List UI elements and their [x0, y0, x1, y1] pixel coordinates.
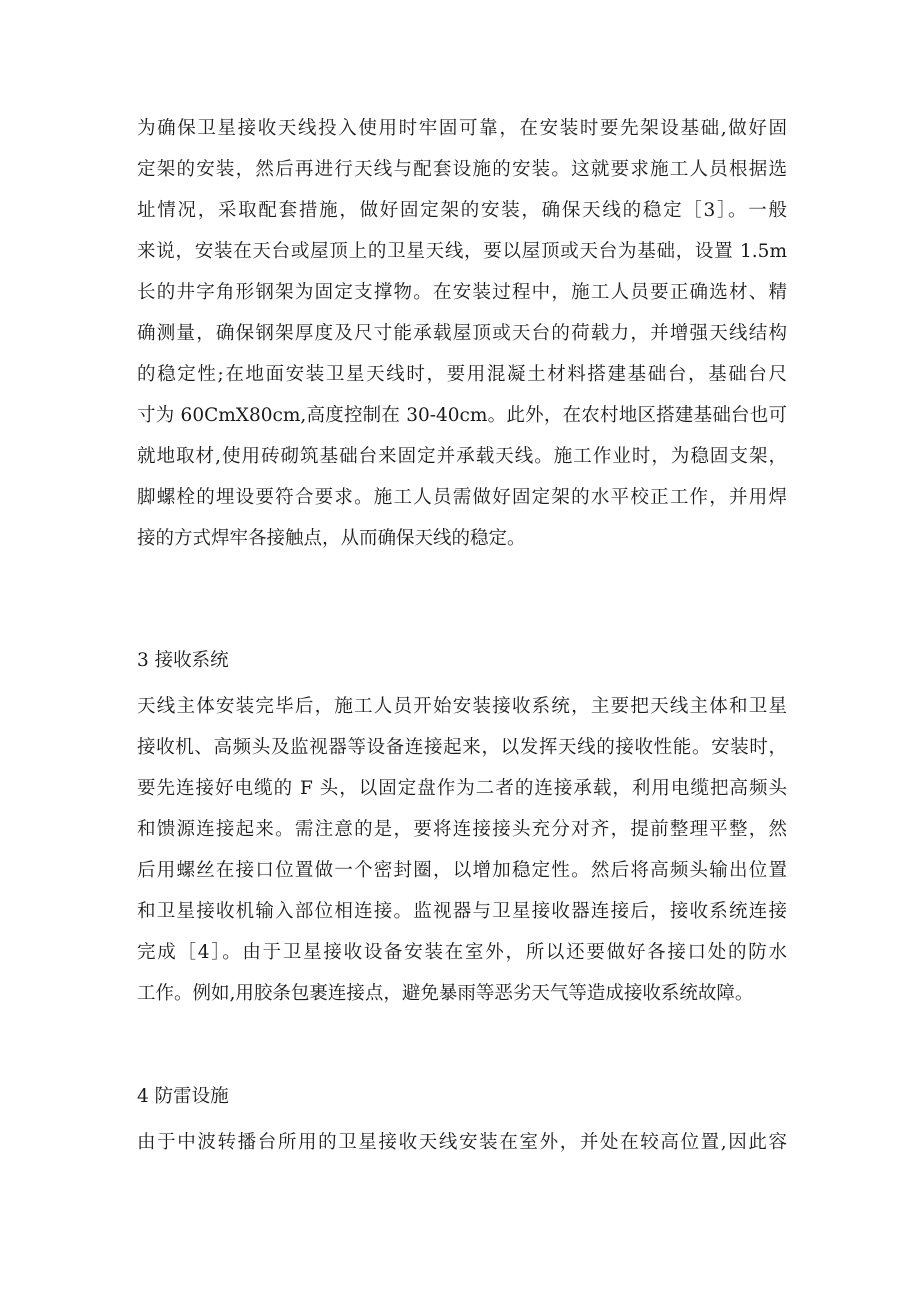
text-line: 寸为 60CmX80cm,高度控制在 30-40cm。此外，在农村地区搭建基础台也可 [137, 405, 787, 426]
text-line: 定架的安装，然后再进行天线与配套设施的安装。这就要求施工人员根据选 [137, 159, 787, 180]
paragraph-antenna-foundation [137, 108, 787, 559]
text-line: 接的方式焊牢各接触点，从而确保天线的稳定。 [137, 528, 526, 549]
text-line: 脚螺栓的埋设要符合要求。施工人员需做好固定架的水平校正工作，并用焊 [137, 487, 787, 508]
paragraph-receiving-system [137, 686, 787, 1014]
text-line: 完成［4］。由于卫星接收设备安装在室外，所以还要做好各接口处的防水 [137, 942, 787, 963]
text-line: 就地取材,使用砖砌筑基础台来固定并承载天线。施工作业时，为稳固支架， [137, 446, 787, 467]
text-line: 和馈源连接起来。需注意的是，要将连接接头充分对齐，提前整理平整，然 [137, 819, 787, 840]
text-line: 来说，安装在天台或屋顶上的卫星天线，要以屋顶或天台为基础，设置 1.5m [137, 241, 787, 262]
section-heading-receiving-system: 3 接收系统 [137, 650, 229, 671]
text-line: 址情况，采取配套措施，做好固定架的安装，确保天线的稳定［3］。一般 [137, 200, 787, 221]
text-line: 后用螺丝在接口位置做一个密封圈，以增加稳定性。然后将高频头输出位置 [137, 860, 787, 881]
text-line: 确测量，确保钢架厚度及尺寸能承载屋顶或天台的荷载力，并增强天线结构 [137, 323, 787, 344]
text-line: 天线主体安装完毕后，施工人员开始安装接收系统，主要把天线主体和卫星 [137, 696, 787, 717]
text-line: 为确保卫星接收天线投入使用时牢固可靠，在安装时要先架设基础,做好固 [137, 118, 787, 139]
section-heading-lightning-protection: 4 防雷设施 [137, 1086, 229, 1107]
text-line: 要先连接好电缆的 F 头，以固定盘作为二者的连接承载，利用电缆把高频头 [137, 778, 787, 799]
text-line: 接收机、高频头及监视器等设备连接起来，以发挥天线的接收性能。安装时， [137, 737, 787, 758]
paragraph-lightning-protection [137, 1122, 787, 1163]
text-line: 长的井字角形钢架为固定支撑物。在安装过程中，施工人员要正确选材、精 [137, 282, 787, 303]
text-line: 工作。例如,用胶条包裹连接点，避免暴雨等恶劣天气等造成接收系统故障。 [137, 983, 754, 1004]
text-line: 的稳定性;在地面安装卫星天线时，要用混凝土材料搭建基础台，基础台尺 [137, 364, 787, 385]
text-line: 由于中波转播台所用的卫星接收天线安装在室外，并处在较高位置,因此容 [137, 1132, 787, 1153]
text-line: 和卫星接收机输入部位相连接。监视器与卫星接收器连接后，接收系统连接 [137, 901, 787, 922]
